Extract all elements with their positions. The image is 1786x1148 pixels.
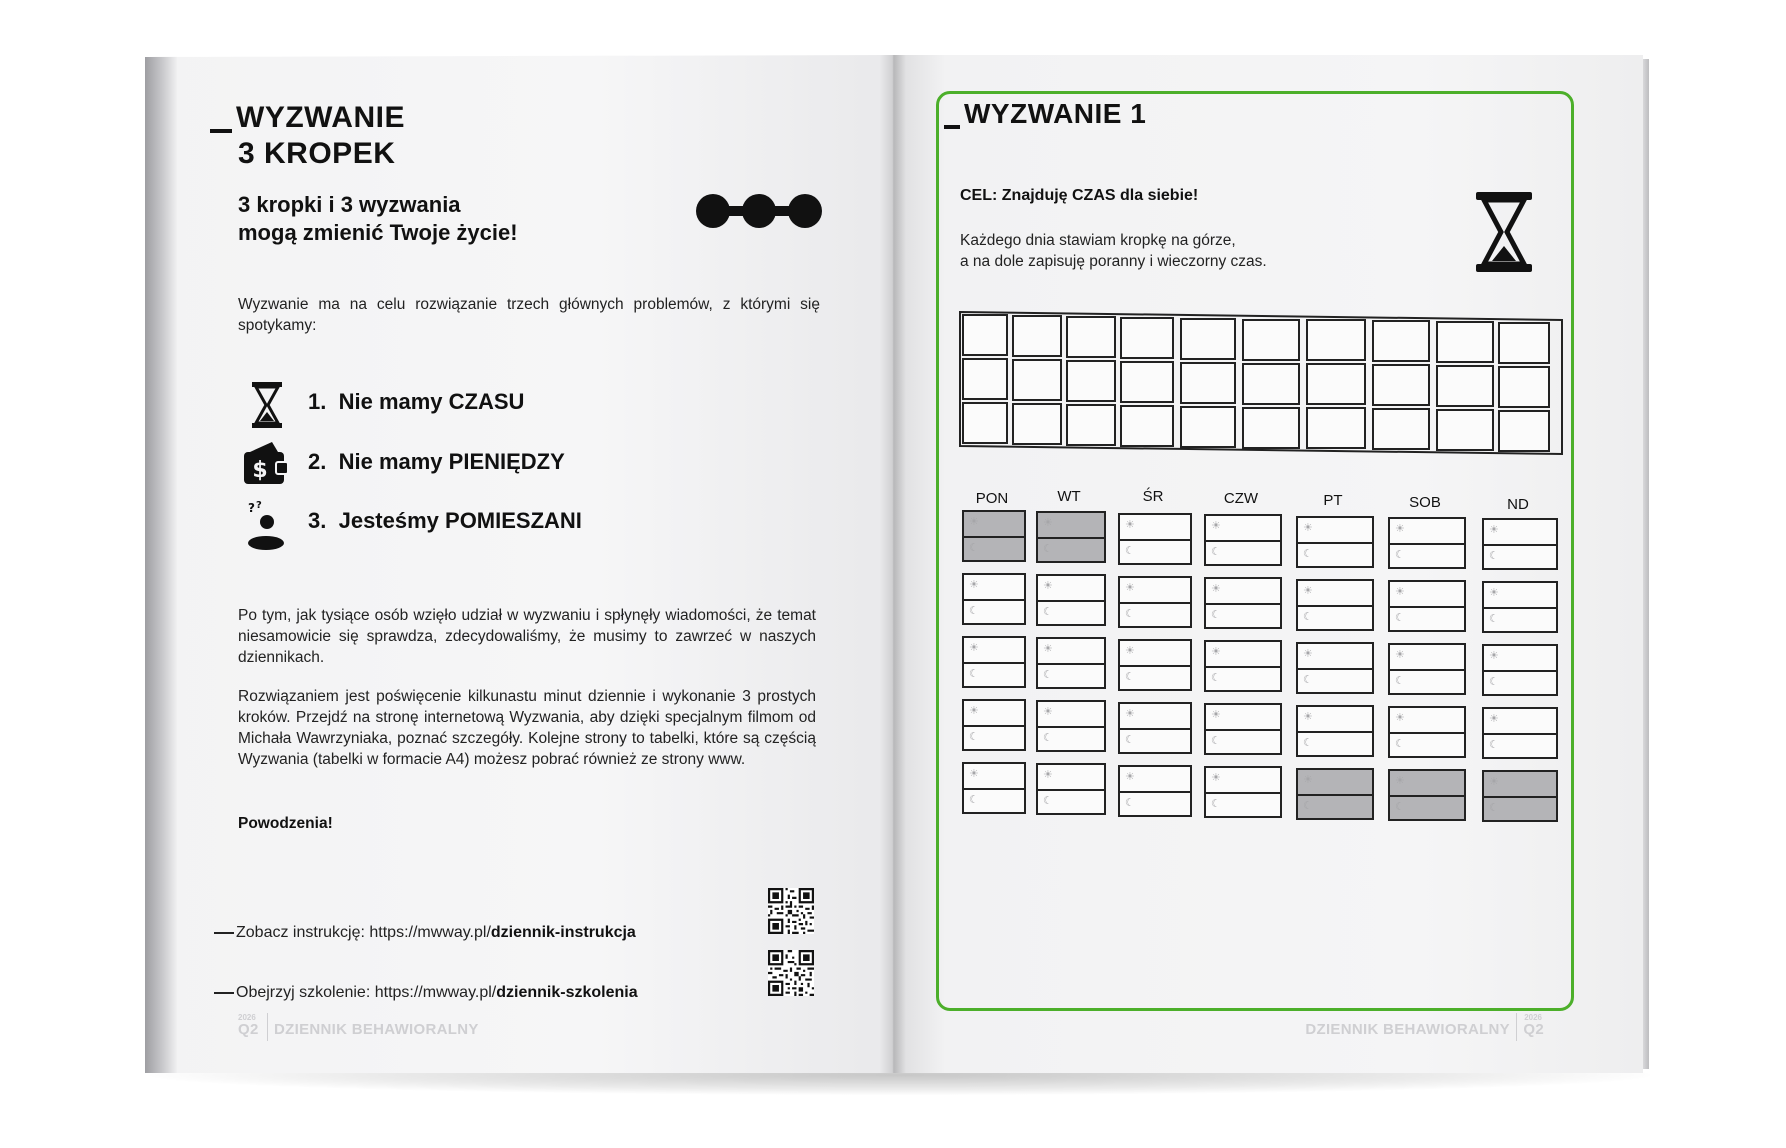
svg-text:?: ? bbox=[256, 500, 262, 511]
time-slot[interactable] bbox=[962, 636, 1026, 688]
qr-code-instrukcja bbox=[768, 888, 814, 934]
evening-slot[interactable] bbox=[964, 788, 1024, 812]
time-slot[interactable] bbox=[1204, 640, 1282, 692]
day-label: PON bbox=[975, 490, 1009, 507]
sunrise-icon: ☀ bbox=[1125, 645, 1135, 657]
dot-cell[interactable] bbox=[962, 314, 1008, 356]
dot-cell[interactable] bbox=[1436, 365, 1494, 407]
day-label: ND bbox=[1507, 496, 1529, 513]
morning-slot[interactable] bbox=[1298, 581, 1372, 607]
time-slot[interactable] bbox=[1036, 574, 1106, 626]
moon-icon: ☾ bbox=[969, 731, 979, 743]
subtitle-line1: 3 kropki i 3 wyzwania bbox=[238, 192, 461, 217]
morning-slot[interactable] bbox=[1298, 707, 1372, 733]
footer-name: DZIENNIK BEHAWIORALNY bbox=[274, 1021, 479, 1038]
morning-slot[interactable] bbox=[1120, 578, 1190, 604]
dot-cell[interactable] bbox=[1498, 322, 1550, 364]
evening-slot[interactable] bbox=[1298, 731, 1372, 755]
moon-icon: ☾ bbox=[1125, 797, 1135, 809]
sunrise-icon: ☀ bbox=[1211, 520, 1221, 532]
paragraph-1: Po tym, jak tysiące osób wzięło udział w wyzwaniu i spłynęły wiadomości, że temat niesamowicie się sprawdza, zdecydowaliśmy, że musimy to zawrzeć w naszych dziennikach. bbox=[238, 607, 816, 666]
moon-icon: ☾ bbox=[1489, 676, 1499, 688]
sunrise-icon: ☀ bbox=[1303, 585, 1313, 597]
sunrise-icon: ☀ bbox=[1303, 774, 1313, 786]
evening-slot[interactable] bbox=[1038, 789, 1104, 813]
evening-slot[interactable] bbox=[1038, 537, 1104, 561]
instruction-text: Każdego dnia stawiam kropkę na górze, a na dole zapisuję poranny i wieczorny czas. bbox=[960, 232, 1267, 270]
problem-item-confusion: 3. Jesteśmy POMIESZANI bbox=[308, 508, 582, 533]
moon-icon: ☾ bbox=[1043, 795, 1053, 807]
morning-slot[interactable] bbox=[1298, 644, 1372, 670]
evening-slot[interactable] bbox=[1120, 602, 1190, 626]
sunrise-icon: ☀ bbox=[1043, 643, 1053, 655]
right-footer-brand bbox=[1280, 1013, 1550, 1043]
sunrise-icon: ☀ bbox=[969, 642, 979, 654]
time-slot[interactable] bbox=[1204, 703, 1282, 755]
dot-cell[interactable] bbox=[1180, 406, 1236, 448]
dot-cell[interactable] bbox=[1066, 360, 1116, 402]
sunrise-icon: ☀ bbox=[1395, 775, 1405, 787]
dot-cell[interactable] bbox=[1372, 320, 1430, 362]
sunrise-icon: ☀ bbox=[1211, 583, 1221, 595]
time-slot[interactable] bbox=[1388, 580, 1466, 632]
day-label: SOB bbox=[1409, 494, 1441, 511]
footer-quarter: Q2 bbox=[1523, 1021, 1544, 1038]
dot-cell[interactable] bbox=[1120, 317, 1174, 359]
sunrise-icon: ☀ bbox=[1211, 709, 1221, 721]
sunrise-icon: ☀ bbox=[1211, 646, 1221, 658]
moon-icon: ☾ bbox=[1303, 548, 1313, 560]
time-slot[interactable] bbox=[962, 699, 1026, 751]
day-label: WT bbox=[1057, 488, 1081, 505]
sunrise-icon: ☀ bbox=[1125, 582, 1135, 594]
morning-slot[interactable] bbox=[1206, 516, 1280, 542]
sunrise-icon: ☀ bbox=[969, 516, 979, 528]
sunrise-icon: ☀ bbox=[1125, 771, 1135, 783]
dot-cell[interactable] bbox=[1180, 362, 1236, 404]
dot-cell[interactable] bbox=[1436, 409, 1494, 451]
time-slot[interactable] bbox=[1118, 639, 1192, 691]
time-slot[interactable] bbox=[962, 510, 1026, 562]
sunrise-icon: ☀ bbox=[1043, 706, 1053, 718]
morning-slot[interactable] bbox=[1206, 642, 1280, 668]
morning-slot[interactable] bbox=[1038, 702, 1104, 728]
sunrise-icon: ☀ bbox=[1043, 769, 1053, 781]
moon-icon: ☾ bbox=[969, 668, 979, 680]
evening-slot[interactable] bbox=[964, 536, 1024, 560]
day-label: CZW bbox=[1223, 490, 1259, 507]
problem-item-money: 2. Nie mamy PIENIĘDZY bbox=[308, 449, 565, 474]
evening-slot[interactable] bbox=[1298, 668, 1372, 692]
moon-icon: ☾ bbox=[1125, 608, 1135, 620]
moon-icon: ☾ bbox=[1043, 543, 1053, 555]
dot-cell[interactable] bbox=[1120, 361, 1174, 403]
dot-cell[interactable] bbox=[1498, 410, 1550, 452]
sunrise-icon: ☀ bbox=[1043, 517, 1053, 529]
svg-text:$: $ bbox=[252, 458, 268, 483]
morning-slot[interactable] bbox=[964, 512, 1024, 538]
sunrise-icon: ☀ bbox=[1395, 649, 1405, 661]
moon-icon: ☾ bbox=[1211, 798, 1221, 810]
moon-icon: ☾ bbox=[1211, 609, 1221, 621]
sunrise-icon: ☀ bbox=[1125, 708, 1135, 720]
dot-cell[interactable] bbox=[1306, 363, 1366, 405]
moon-icon: ☾ bbox=[1489, 613, 1499, 625]
title-dash bbox=[944, 125, 960, 129]
dot-cell[interactable] bbox=[1242, 363, 1300, 405]
moon-icon: ☾ bbox=[1489, 739, 1499, 751]
time-slot[interactable] bbox=[1296, 768, 1374, 820]
evening-slot[interactable] bbox=[1390, 669, 1464, 693]
evening-slot[interactable] bbox=[1206, 666, 1280, 690]
left-title-line1: WYZWANIE bbox=[236, 101, 405, 134]
moon-icon: ☾ bbox=[1395, 801, 1405, 813]
dot-cell[interactable] bbox=[1498, 366, 1550, 408]
evening-slot[interactable] bbox=[1390, 732, 1464, 756]
morning-slot[interactable] bbox=[1298, 518, 1372, 544]
moon-icon: ☾ bbox=[1303, 611, 1313, 623]
morning-slot[interactable] bbox=[1390, 582, 1464, 608]
moon-icon: ☾ bbox=[969, 605, 979, 617]
footer-year: 2026 bbox=[1524, 1013, 1542, 1022]
time-slot[interactable] bbox=[1482, 770, 1558, 822]
dot-cell[interactable] bbox=[1306, 407, 1366, 449]
morning-slot[interactable] bbox=[1038, 639, 1104, 665]
footer-dash bbox=[214, 932, 234, 934]
time-slot[interactable] bbox=[1118, 702, 1192, 754]
sunrise-icon: ☀ bbox=[1043, 580, 1053, 592]
footer-dash bbox=[214, 992, 234, 994]
time-slot[interactable] bbox=[1482, 644, 1558, 696]
morning-slot[interactable] bbox=[1390, 708, 1464, 734]
morning-slot[interactable] bbox=[964, 701, 1024, 727]
moon-icon: ☾ bbox=[1395, 549, 1405, 561]
sunrise-icon: ☀ bbox=[1489, 587, 1499, 599]
sunrise-icon: ☀ bbox=[1489, 713, 1499, 725]
time-slot[interactable] bbox=[1388, 517, 1466, 569]
evening-slot[interactable] bbox=[1206, 729, 1280, 753]
footer-divider bbox=[267, 1013, 268, 1041]
time-slot[interactable] bbox=[1036, 637, 1106, 689]
moon-icon: ☾ bbox=[1303, 674, 1313, 686]
moon-icon: ☾ bbox=[1211, 546, 1221, 558]
moon-icon: ☾ bbox=[1395, 738, 1405, 750]
time-slot[interactable] bbox=[1036, 511, 1106, 563]
sunrise-icon: ☀ bbox=[1489, 776, 1499, 788]
evening-slot[interactable] bbox=[1206, 792, 1280, 816]
morning-slot[interactable] bbox=[1206, 579, 1280, 605]
morning-slot[interactable] bbox=[1038, 513, 1104, 539]
time-slot[interactable] bbox=[962, 762, 1026, 814]
evening-slot[interactable] bbox=[1390, 795, 1464, 819]
time-slot[interactable] bbox=[1296, 642, 1374, 694]
moon-icon: ☾ bbox=[1489, 802, 1499, 814]
evening-slot[interactable] bbox=[964, 599, 1024, 623]
morning-slot[interactable] bbox=[1206, 768, 1280, 794]
morning-slot[interactable] bbox=[1038, 765, 1104, 791]
dot-cell[interactable] bbox=[1306, 319, 1366, 361]
evening-slot[interactable] bbox=[964, 725, 1024, 749]
dot-cell[interactable] bbox=[1242, 407, 1300, 449]
left-title-line2: 3 KROPEK bbox=[238, 137, 396, 170]
day-label: PT bbox=[1323, 492, 1343, 509]
morning-slot[interactable] bbox=[1484, 646, 1556, 672]
evening-slot[interactable] bbox=[1120, 728, 1190, 752]
evening-slot[interactable] bbox=[1038, 726, 1104, 750]
dot-cell[interactable] bbox=[1066, 404, 1116, 446]
left-title bbox=[210, 100, 405, 172]
moon-icon: ☾ bbox=[1489, 550, 1499, 562]
evening-slot[interactable] bbox=[1484, 733, 1556, 757]
moon-icon: ☾ bbox=[1303, 737, 1313, 749]
morning-slot[interactable] bbox=[964, 575, 1024, 601]
sunrise-icon: ☀ bbox=[1303, 711, 1313, 723]
time-slot[interactable] bbox=[1482, 518, 1558, 570]
morning-slot[interactable] bbox=[1298, 770, 1372, 796]
three-dots-icon bbox=[695, 189, 825, 233]
moon-icon: ☾ bbox=[1211, 735, 1221, 747]
book-gutter bbox=[880, 55, 906, 1073]
evening-slot[interactable] bbox=[1038, 663, 1104, 687]
evening-slot[interactable] bbox=[964, 662, 1024, 686]
morning-slot[interactable] bbox=[1484, 709, 1556, 735]
goal-text: CEL: Znajduję CZAS dla siebie! bbox=[960, 187, 1199, 204]
time-slot[interactable] bbox=[1482, 707, 1558, 759]
sunrise-icon: ☀ bbox=[1395, 712, 1405, 724]
morning-slot[interactable] bbox=[964, 764, 1024, 790]
footer-year: 2026 bbox=[238, 1013, 256, 1022]
moon-icon: ☾ bbox=[1125, 545, 1135, 557]
morning-slot[interactable] bbox=[1484, 583, 1556, 609]
sunrise-icon: ☀ bbox=[1395, 586, 1405, 598]
evening-slot[interactable] bbox=[1298, 794, 1372, 818]
moon-icon: ☾ bbox=[1395, 675, 1405, 687]
morning-slot[interactable] bbox=[964, 638, 1024, 664]
subtitle-line2: mogą zmienić Twoje życie! bbox=[238, 220, 518, 245]
moon-icon: ☾ bbox=[1395, 612, 1405, 624]
sunrise-icon: ☀ bbox=[1489, 524, 1499, 536]
sunrise-icon: ☀ bbox=[1125, 519, 1135, 531]
evening-slot[interactable] bbox=[1120, 791, 1190, 815]
morning-slot[interactable] bbox=[1484, 520, 1556, 546]
morning-slot[interactable] bbox=[1038, 576, 1104, 602]
link-szkolenia[interactable]: Obejrzyj szkolenie: https://mwway.pl/dziennik-szkolenia bbox=[214, 984, 638, 1002]
sunrise-icon: ☀ bbox=[1489, 650, 1499, 662]
dot-cell[interactable] bbox=[1180, 318, 1236, 360]
wallet-icon bbox=[242, 440, 290, 486]
evening-slot[interactable] bbox=[1206, 540, 1280, 564]
sunrise-icon: ☀ bbox=[969, 579, 979, 591]
morning-slot[interactable] bbox=[1484, 772, 1556, 798]
time-slot[interactable] bbox=[1036, 763, 1106, 815]
morning-slot[interactable] bbox=[1120, 515, 1190, 541]
dot-cell[interactable] bbox=[1242, 319, 1300, 361]
moon-icon: ☾ bbox=[969, 542, 979, 554]
time-slot[interactable] bbox=[1204, 514, 1282, 566]
sunrise-icon: ☀ bbox=[969, 768, 979, 780]
hourglass-icon bbox=[250, 380, 284, 430]
time-slot[interactable] bbox=[1388, 769, 1466, 821]
confused-person-icon bbox=[244, 498, 288, 550]
closing-text: Powodzenia! bbox=[238, 815, 333, 832]
morning-slot[interactable] bbox=[1120, 641, 1190, 667]
time-slot[interactable] bbox=[1296, 579, 1374, 631]
footer-quarter: Q2 bbox=[238, 1021, 259, 1038]
day-label: ŚR bbox=[1142, 488, 1164, 505]
svg-text:?: ? bbox=[248, 501, 255, 515]
dot-cell[interactable] bbox=[1120, 405, 1174, 447]
evening-slot[interactable] bbox=[1484, 607, 1556, 631]
footer-divider bbox=[1516, 1013, 1517, 1041]
evening-slot[interactable] bbox=[1206, 603, 1280, 627]
sunrise-icon: ☀ bbox=[1395, 523, 1405, 535]
morning-slot[interactable] bbox=[1120, 704, 1190, 730]
time-slot[interactable] bbox=[1118, 513, 1192, 565]
time-slot[interactable] bbox=[1296, 516, 1374, 568]
dot-cell[interactable] bbox=[1066, 316, 1116, 358]
evening-slot[interactable] bbox=[1038, 600, 1104, 624]
morning-slot[interactable] bbox=[1120, 767, 1190, 793]
moon-icon: ☾ bbox=[1043, 732, 1053, 744]
evening-slot[interactable] bbox=[1484, 670, 1556, 694]
evening-slot[interactable] bbox=[1298, 542, 1372, 566]
time-slot[interactable] bbox=[1388, 706, 1466, 758]
dot-cell[interactable] bbox=[962, 358, 1008, 400]
sunrise-icon: ☀ bbox=[969, 705, 979, 717]
evening-slot[interactable] bbox=[1484, 544, 1556, 568]
moon-icon: ☾ bbox=[1211, 672, 1221, 684]
dot-cell[interactable] bbox=[962, 402, 1008, 444]
time-slot[interactable] bbox=[1036, 700, 1106, 752]
dot-cell[interactable] bbox=[1372, 408, 1430, 450]
qr-code-szkolenia bbox=[768, 950, 814, 996]
time-slot[interactable] bbox=[1118, 576, 1192, 628]
left-subtitle bbox=[238, 191, 518, 247]
problem-item-time: 1. Nie mamy CZASU bbox=[308, 389, 525, 414]
moon-icon: ☾ bbox=[969, 794, 979, 806]
evening-slot[interactable] bbox=[1484, 796, 1556, 820]
moon-icon: ☾ bbox=[1125, 671, 1135, 683]
evening-slot[interactable] bbox=[1120, 539, 1190, 563]
time-slot[interactable] bbox=[1204, 766, 1282, 818]
footer-name: DZIENNIK BEHAWIORALNY bbox=[1305, 1021, 1510, 1038]
sunrise-icon: ☀ bbox=[1303, 522, 1313, 534]
moon-icon: ☾ bbox=[1043, 669, 1053, 681]
time-slot[interactable] bbox=[1482, 581, 1558, 633]
evening-slot[interactable] bbox=[1390, 543, 1464, 567]
evening-slot[interactable] bbox=[1298, 605, 1372, 629]
moon-icon: ☾ bbox=[1043, 606, 1053, 618]
link-instrukcja[interactable]: Zobacz instrukcję: https://mwway.pl/dziennik-instrukcja bbox=[214, 924, 636, 942]
dot-cell[interactable] bbox=[1012, 359, 1062, 401]
sunrise-icon: ☀ bbox=[1211, 772, 1221, 784]
time-slot[interactable] bbox=[962, 573, 1026, 625]
moon-icon: ☾ bbox=[1303, 800, 1313, 812]
morning-slot[interactable] bbox=[1390, 645, 1464, 671]
evening-slot[interactable] bbox=[1390, 606, 1464, 630]
dot-cell[interactable] bbox=[1012, 403, 1062, 445]
dot-cell[interactable] bbox=[1372, 364, 1430, 406]
paragraph-2: Rozwiązaniem jest poświęcenie kilkunastu minut dziennie i wykonanie 3 prostych kroków. Przejdź na stronę internetową Wyzwania, aby dzięki specjalnym filmom od Michała Wawrzyniaka, poznać szczegóły. Kolejne strony to tabelki, które są częścią Wyzwania (tabelki w formacie A4) możesz pobrać również ze strony www. bbox=[238, 688, 816, 768]
intro-text: Wyzwanie ma na celu rozwiązanie trzech głównych problemów, z którymi się spotykamy: bbox=[238, 296, 820, 334]
hourglass-icon bbox=[1474, 190, 1534, 274]
moon-icon: ☾ bbox=[1125, 734, 1135, 746]
time-slot[interactable] bbox=[1296, 705, 1374, 757]
time-slot[interactable] bbox=[1204, 577, 1282, 629]
time-slot[interactable] bbox=[1118, 765, 1192, 817]
dot-cell[interactable] bbox=[1436, 321, 1494, 363]
morning-slot[interactable] bbox=[1390, 771, 1464, 797]
morning-slot[interactable] bbox=[1206, 705, 1280, 731]
evening-slot[interactable] bbox=[1120, 665, 1190, 689]
title-dash bbox=[210, 129, 232, 133]
sunrise-icon: ☀ bbox=[1303, 648, 1313, 660]
dot-cell[interactable] bbox=[1012, 315, 1062, 357]
morning-slot[interactable] bbox=[1390, 519, 1464, 545]
time-slot[interactable] bbox=[1388, 643, 1466, 695]
right-title: WYZWANIE 1 bbox=[944, 96, 1146, 132]
